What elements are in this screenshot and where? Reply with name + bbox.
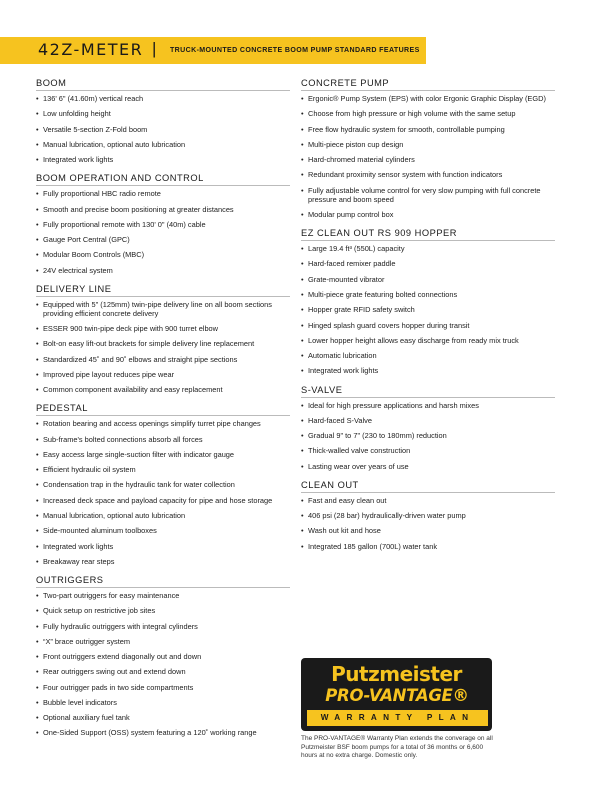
list-item: • Smooth and precise boom positioning at greater distances — [36, 205, 290, 214]
list-item: • Hard-chromed material cylinders — [301, 155, 555, 164]
section-heading: BOOM — [36, 78, 290, 91]
title-separator: | — [152, 39, 157, 58]
section-heading: DELIVERY LINE — [36, 284, 290, 297]
list-item: • “X” brace outrigger system — [36, 637, 290, 646]
list-item: • Manual lubrication, optional auto lubrication — [36, 511, 290, 520]
section-outriggers — [36, 575, 290, 738]
page-subtitle: TRUCK-MOUNTED CONCRETE BOOM PUMP STANDARD FEATURES — [170, 45, 420, 54]
list-item: • Versatile 5-section Z-Fold boom — [36, 125, 290, 134]
list-item: • Rear outriggers swing out and extend down — [36, 667, 290, 676]
section-heading: OUTRIGGERS — [36, 575, 290, 588]
section-clean-out — [301, 480, 555, 551]
list-item: • Fully proportional remote with 130' 0" (40m) cable — [36, 220, 290, 229]
list-item: • Wash out kit and hose — [301, 526, 555, 535]
list-item: • Low unfolding height — [36, 109, 290, 118]
list-item: • Gauge Port Central (GPC) — [36, 235, 290, 244]
list-item: • Gradual 9" to 7" (230 to 180mm) reduction — [301, 431, 555, 440]
list-item: • Hard-faced remixer paddle — [301, 259, 555, 268]
list-item: • Integrated work lights — [36, 155, 290, 164]
list-item: • Integrated work lights — [36, 542, 290, 551]
list-item: • Fast and easy clean out — [301, 496, 555, 505]
list-item: • ESSER 900 twin-pipe deck pipe with 900 turret elbow — [36, 324, 290, 333]
list-item: • Improved pipe layout reduces pipe wear — [36, 370, 290, 379]
list-item: • Hinged splash guard covers hopper during transit — [301, 321, 555, 330]
list-item: • Free flow hydraulic system for smooth, controllable pumping — [301, 125, 555, 134]
list-item: • Two-part outriggers for easy maintenance — [36, 591, 290, 600]
section-delivery-line — [36, 284, 290, 395]
list-item: • Lower hopper height allows easy discharge from ready mix truck — [301, 336, 555, 345]
list-item: • Redundant proximity sensor system with function indicators — [301, 170, 555, 179]
feature-list — [301, 244, 555, 375]
list-item: • Integrated 185 gallon (700L) water tank — [301, 542, 555, 551]
list-item: • Efficient hydraulic oil system — [36, 465, 290, 474]
list-item: • Ergonic® Pump System (EPS) with color Ergonic Graphic Display (EGD) — [301, 94, 555, 103]
list-item: • Choose from high pressure or high volume with the same setup — [301, 109, 555, 118]
list-item: • Side-mounted aluminum toolboxes — [36, 526, 290, 535]
list-item: • Front outriggers extend diagonally out and down — [36, 652, 290, 661]
feature-list — [36, 300, 290, 395]
list-item: • Grate-mounted vibrator — [301, 275, 555, 284]
list-item: • Fully adjustable volume control for very slow pumping with full concrete pressure and boom speed — [301, 186, 555, 204]
list-item: • Bolt-on easy lift-out brackets for simple delivery line replacement — [36, 339, 290, 348]
list-item: • Hard-faced S-Valve — [301, 416, 555, 425]
list-item: • Multi-piece grate featuring bolted connections — [301, 290, 555, 299]
section-boom-operation-and-control — [36, 173, 290, 275]
list-item: • Thick-walled valve construction — [301, 446, 555, 455]
list-item: • Modular Boom Controls (MBC) — [36, 250, 290, 259]
list-item: • Sub-frame's bolted connections absorb all forces — [36, 435, 290, 444]
feature-list — [36, 94, 290, 164]
list-item: • Modular pump control box — [301, 210, 555, 219]
model-title: 42Z-METER — [38, 40, 144, 59]
putzmeister-logo-text: Putzmeister — [331, 662, 462, 686]
section-heading: CONCRETE PUMP — [301, 78, 555, 91]
section-pedestal — [36, 403, 290, 566]
list-item: • Four outrigger pads in two side compartments — [36, 683, 290, 692]
right-column — [301, 78, 555, 560]
list-item: • Quick setup on restrictive job sites — [36, 606, 290, 615]
section-concrete-pump — [301, 78, 555, 219]
pro-vantage-logo — [301, 658, 492, 731]
list-item: • Multi-piece piston cup design — [301, 140, 555, 149]
feature-list — [36, 591, 290, 738]
feature-list — [301, 94, 555, 219]
section-heading: S-VALVE — [301, 385, 555, 398]
list-item: • Standardized 45˚ and 90˚ elbows and straight pipe sections — [36, 355, 290, 364]
section-heading: EZ CLEAN OUT RS 909 HOPPER — [301, 228, 555, 241]
list-item: • Easy access large single-suction filter with indicator gauge — [36, 450, 290, 459]
list-item: • Fully hydraulic outriggers with integral cylinders — [36, 622, 290, 631]
section-s-valve — [301, 385, 555, 471]
list-item: • Condensation trap in the hydraulic tank for water collection — [36, 480, 290, 489]
list-item: • Breakaway rear steps — [36, 557, 290, 566]
section-boom — [36, 78, 290, 164]
list-item: • Lasting wear over years of use — [301, 462, 555, 471]
section-heading: BOOM OPERATION AND CONTROL — [36, 173, 290, 186]
list-item: • Automatic lubrication — [301, 351, 555, 360]
list-item: • Increased deck space and payload capacity for pipe and hose storage — [36, 496, 290, 505]
list-item: • Large 19.4 ft³ (550L) capacity — [301, 244, 555, 253]
section-heading: CLEAN OUT — [301, 480, 555, 493]
list-item: • 136' 6" (41.60m) vertical reach — [36, 94, 290, 103]
list-item: • Ideal for high pressure applications and harsh mixes — [301, 401, 555, 410]
header-banner — [0, 37, 426, 64]
list-item: • Rotation bearing and access openings simplify turret pipe changes — [36, 419, 290, 428]
warranty-note: The PRO-VANTAGE® Warranty Plan extends the converage on all Putzmeister BSF boom pumps for a total of 36 months or 6,600 hours at no extra charge. Domestic only. — [301, 735, 493, 760]
list-item: • 406 psi (28 bar) hydraulically-driven water pump — [301, 511, 555, 520]
list-item: • Integrated work lights — [301, 366, 555, 375]
pro-vantage-text: PRO-VANTAGE® — [325, 686, 469, 705]
section-ez-clean-out-rs-909-hopper — [301, 228, 555, 375]
list-item: • Hopper grate RFID safety switch — [301, 305, 555, 314]
list-item: • 24V electrical system — [36, 266, 290, 275]
left-column — [36, 78, 290, 747]
warranty-plan-bar: WARRANTY PLAN — [307, 710, 488, 726]
list-item: • Common component availability and easy replacement — [36, 385, 290, 394]
list-item: • Equipped with 5" (125mm) twin-pipe delivery line on all boom sections providing efficient concrete delivery — [36, 300, 290, 318]
feature-list — [301, 401, 555, 471]
feature-list — [36, 189, 290, 275]
section-heading: PEDESTAL — [36, 403, 290, 416]
list-item: • Manual lubrication, optional auto lubrication — [36, 140, 290, 149]
feature-list — [301, 496, 555, 551]
feature-list — [36, 419, 290, 566]
list-item: • One-Sided Support (OSS) system featuring a 120˚ working range — [36, 728, 290, 737]
list-item: • Bubble level indicators — [36, 698, 290, 707]
list-item: • Optional auxiliary fuel tank — [36, 713, 290, 722]
list-item: • Fully proportional HBC radio remote — [36, 189, 290, 198]
